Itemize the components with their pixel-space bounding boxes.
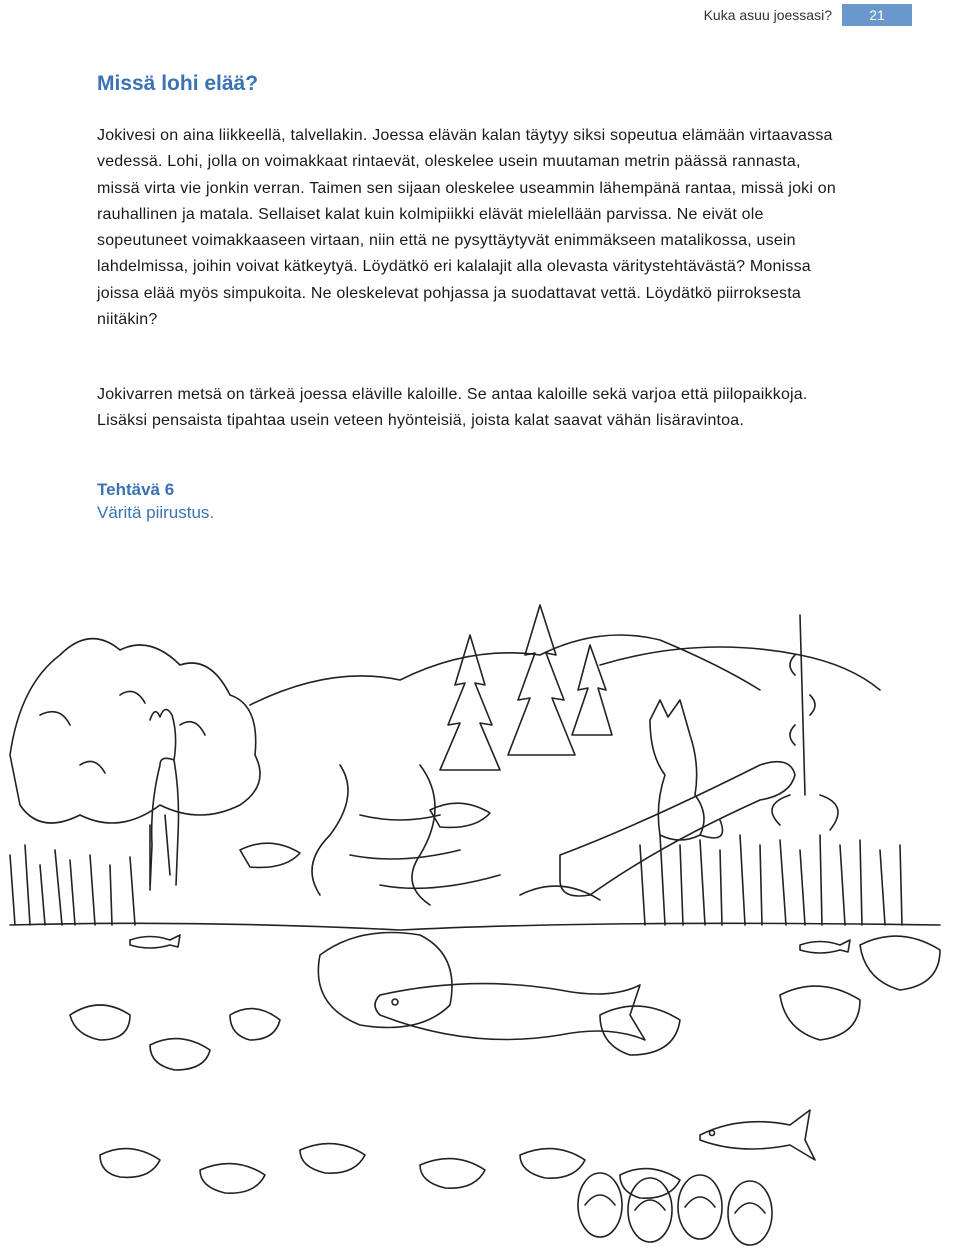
water-line [10, 923, 940, 930]
trout-fish [700, 1110, 815, 1160]
stickleback-fish [130, 935, 850, 953]
foxglove-plant [772, 615, 838, 830]
riverbed-stones [100, 1144, 680, 1199]
page-number-badge: 21 [842, 4, 912, 26]
task-title: Tehtävä 6 [97, 480, 175, 499]
page-header [0, 0, 960, 30]
task-instruction: Väritä piirustus. [97, 503, 215, 522]
fallen-log [560, 762, 795, 896]
coloring-illustration [0, 595, 960, 1254]
left-trees [10, 639, 260, 885]
moose-drawing [150, 709, 179, 890]
grass-reeds [10, 835, 902, 925]
body-paragraph-2: Jokivarren metsä on tärkeä joessa eläville kaloille. Se antaa kaloille sekä varjoa että piilopaikkoja. Lisäksi pensaista tipahtaa usein veteen hyönteisiä, joista kalat saavat vähän lisäravintoa. [97, 386, 808, 430]
underwater-rocks [70, 933, 940, 1071]
body-paragraph-1: Jokivesi on aina liikkeellä, talvellakin. Joessa elävän kalan täytyy siksi sopeutua elämään virtaavassa vedessä. Lohi, jolla on voimakkaat rintaevät, oleskelee usein muutaman metrin päässä rannasta, missä virta vie jonkin verran. Taimen sen sijaan oleskelee useammin lähempänä rantaa, missä joki on rauhallinen ja matala. Sellaiset kalat kuin kolmipiikki elävät mielellään parvissa. Ne eivät ole sopeutuneet voimakkaaseen virtaan, niin että ne pysyttäytyvät enimmäkseen matalikossa, usein lahdelmissa, joihin voivat kätkeytyä. Löydätkö eri kalalajit alla olevasta väritystehtävästä? Monissa joissa elää myös simpukoita. Ne oleskelevat pohjassa ja suodattavat vettä. Löydätkö piirroksesta niitäkin? [97, 127, 836, 329]
section-heading: Missä lohi elää? [97, 72, 259, 95]
salmon-fish [375, 984, 645, 1040]
header-title: Kuka asuu joessasi? [703, 7, 832, 23]
river-surface [240, 765, 600, 905]
mountains [250, 635, 880, 705]
mussels [578, 1173, 772, 1245]
fox-drawing [650, 700, 723, 840]
conifer-trees [440, 605, 612, 770]
